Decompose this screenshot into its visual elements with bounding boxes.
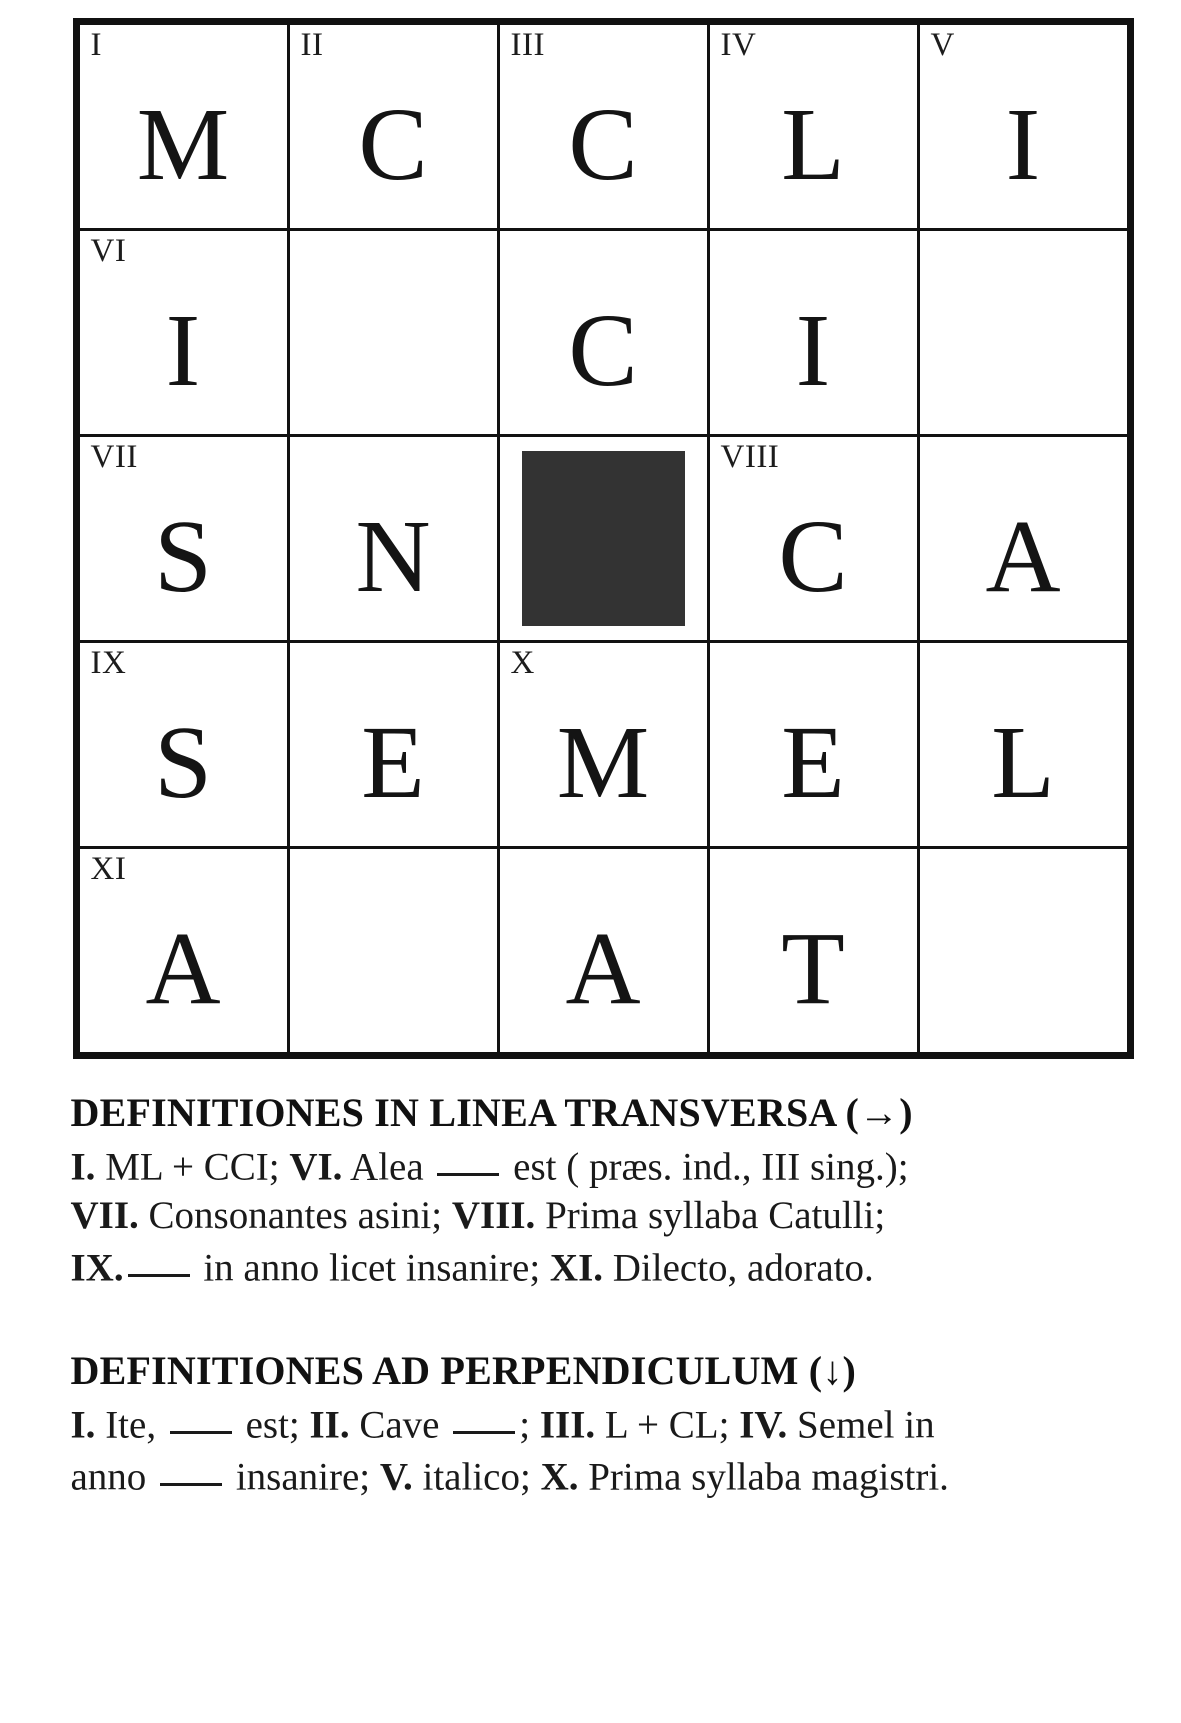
clue-text-ix: in anno licet insanire; — [193, 1246, 550, 1289]
clue-text-i: ML + CCI; — [95, 1145, 290, 1189]
down-text-i-post: est; — [235, 1403, 310, 1446]
cell-letter — [920, 231, 1127, 434]
cell-letter: S — [154, 705, 212, 820]
grid-cell-r4c4[interactable] — [708, 642, 918, 848]
clue-text-vi-pre: Alea — [342, 1145, 434, 1189]
grid-cell-r4c2[interactable] — [288, 642, 498, 848]
grid-cell-r1c3[interactable] — [498, 22, 708, 230]
cell-number: VI — [90, 233, 127, 269]
grid-cell-blocked-r3c3 — [498, 436, 708, 642]
cell-letter: C — [358, 87, 428, 202]
across-heading: DEFINITIONES IN LINEA TRANSVERSA (→) — [70, 1090, 913, 1135]
grid-row — [76, 436, 1130, 642]
cell-letter: C — [568, 87, 638, 202]
grid-cell-r1c5[interactable] — [918, 22, 1130, 230]
cell-letter — [920, 849, 1127, 1052]
blank-line — [453, 1398, 515, 1434]
cell-letter — [290, 849, 497, 1052]
clue-text-viii: Prima syllaba Catulli; — [535, 1194, 886, 1237]
cell-number: V — [930, 27, 955, 63]
cell-number: IV — [720, 27, 757, 63]
cell-number: I — [90, 27, 102, 63]
grid-cell-r1c2[interactable] — [288, 22, 498, 230]
cell-number: X — [510, 645, 535, 681]
grid-cell-r5c1[interactable] — [76, 848, 288, 1056]
section-spacer — [71, 1293, 1111, 1347]
cell-letter: T — [781, 911, 845, 1026]
grid-cell-r4c3[interactable] — [498, 642, 708, 848]
grid-cell-r2c5[interactable] — [918, 230, 1130, 436]
crossword-grid — [73, 18, 1134, 1059]
blank-line — [170, 1398, 232, 1434]
clue-label-vi: VI. — [289, 1145, 343, 1189]
blank-line — [128, 1241, 190, 1277]
grid-cell-r2c3[interactable] — [498, 230, 708, 436]
down-text-ii-pre: Cave — [349, 1403, 450, 1446]
clue-label-vii: VII. — [70, 1194, 139, 1237]
cell-letter: E — [781, 705, 845, 820]
cell-letter: I — [165, 293, 201, 408]
clue-label-xi: XI. — [549, 1246, 604, 1289]
down-label-iv: IV. — [739, 1403, 788, 1446]
blank-line — [160, 1450, 222, 1486]
down-text-x: Prima syllaba magistri. — [578, 1455, 949, 1498]
cell-letter: N — [355, 499, 431, 614]
clues-area — [71, 1059, 1111, 1502]
down-label-i: I. — [70, 1403, 96, 1446]
cell-number: II — [300, 27, 324, 63]
cell-number: VII — [90, 439, 138, 475]
grid-cell-r5c5[interactable] — [918, 848, 1130, 1056]
cell-letter: L — [781, 87, 845, 202]
down-label-ii: II. — [309, 1403, 350, 1446]
blocked-square — [522, 451, 685, 626]
down-label-x: X. — [540, 1455, 579, 1498]
cell-letter: I — [795, 293, 831, 408]
down-label-iii: III. — [539, 1403, 596, 1446]
cell-letter: M — [556, 705, 650, 820]
down-text-iv-pre: Semel in — [787, 1403, 935, 1446]
down-text-iv-cont: anno — [70, 1455, 157, 1498]
grid-cell-r3c2[interactable] — [288, 436, 498, 642]
clue-text-vii: Consonantes asini; — [138, 1194, 452, 1237]
cell-letter: A — [985, 499, 1061, 614]
down-text-ii-post: ; — [519, 1403, 540, 1446]
crossword-grid-wrapper — [73, 18, 1109, 1059]
grid-cell-r4c5[interactable] — [918, 642, 1130, 848]
cell-letter: I — [1005, 87, 1041, 202]
grid-cell-r5c3[interactable] — [498, 848, 708, 1056]
grid-cell-r2c4[interactable] — [708, 230, 918, 436]
cell-number: VIII — [720, 439, 780, 475]
down-heading: DEFINITIONES AD PERPENDICULUM (↓) — [70, 1347, 857, 1393]
cell-number: XI — [90, 851, 127, 887]
down-text-i-pre: Ite, — [95, 1403, 166, 1446]
down-text-v: italico; — [412, 1455, 541, 1498]
grid-row — [76, 642, 1130, 848]
cell-letter: M — [136, 87, 230, 202]
across-clues — [71, 1140, 1111, 1293]
cell-letter: E — [361, 705, 425, 820]
grid-row — [76, 848, 1130, 1056]
grid-cell-r2c1[interactable] — [76, 230, 288, 436]
cell-letter: C — [568, 293, 638, 408]
grid-row — [76, 230, 1130, 436]
cell-letter: S — [154, 499, 212, 614]
grid-cell-r3c4[interactable] — [708, 436, 918, 642]
clue-label-ix: IX. — [70, 1246, 124, 1289]
cell-letter: A — [145, 911, 221, 1026]
cell-letter — [290, 231, 497, 434]
cell-letter: C — [778, 499, 848, 614]
clue-label-viii: VIII. — [451, 1194, 536, 1237]
down-text-iv-post: insanire; — [226, 1455, 380, 1498]
clue-text-vi-post: est ( præs. ind., III sing.); — [503, 1145, 909, 1189]
cell-number: III — [510, 27, 545, 63]
cell-number: IX — [90, 645, 127, 681]
down-clues — [71, 1398, 1111, 1502]
down-text-iii: L + CL; — [595, 1403, 740, 1446]
grid-row — [76, 22, 1130, 230]
grid-cell-r5c2[interactable] — [288, 848, 498, 1056]
cell-letter: A — [565, 911, 641, 1026]
grid-cell-r2c2[interactable] — [288, 230, 498, 436]
grid-cell-r3c1[interactable] — [76, 436, 288, 642]
grid-cell-r1c1[interactable] — [76, 22, 288, 230]
clue-label-i: I. — [70, 1145, 96, 1189]
grid-cell-r1c4[interactable] — [708, 22, 918, 230]
cell-letter: L — [991, 705, 1055, 820]
down-label-v: V. — [379, 1455, 413, 1498]
grid-cell-r5c4[interactable] — [708, 848, 918, 1056]
clue-text-xi: Dilecto, adorato. — [603, 1246, 874, 1289]
grid-cell-r3c5[interactable] — [918, 436, 1130, 642]
grid-cell-r4c1[interactable] — [76, 642, 288, 848]
blank-line — [437, 1140, 499, 1176]
